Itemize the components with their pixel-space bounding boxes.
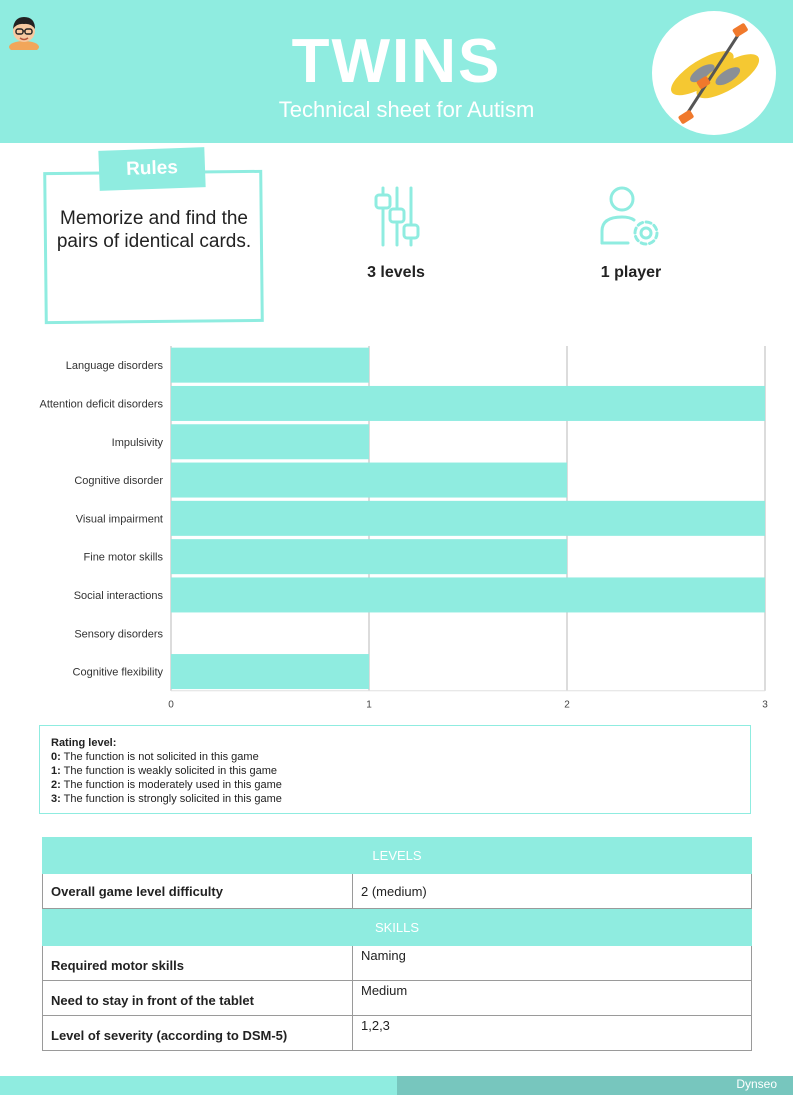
skill-value: Naming [361,948,406,963]
skill-value: 1,2,3 [361,1018,390,1033]
category-label: Sensory disorders [74,628,163,641]
header-banner [0,0,793,143]
rules-tab [98,147,205,191]
kayak-icon [652,11,776,135]
category-label: Social interactions [73,589,163,602]
feature-players-label: 1 player [600,264,662,281]
table-row [42,874,752,909]
legend-heading: Rating level: [51,737,117,749]
game-badge [652,11,776,135]
sliders-icon [366,183,426,249]
feature-players [584,183,678,282]
category-label: Visual impairment [75,513,163,526]
legend-item: 0: The function is not solicited in this game [51,751,259,763]
brand-logo: Dynseo [736,1077,777,1091]
skills-bar-chart [0,338,793,708]
skill-label: Level of severity (according to DSM-5) [43,1016,353,1050]
skill-label: Required motor skills [43,946,353,980]
category-label: Fine motor skills [83,551,163,564]
legend-item: 3: The function is strongly solicited in this game [51,793,282,805]
feature-levels-label: 3 levels [367,264,425,281]
bar [171,424,369,459]
difficulty-label: Overall game level difficulty [43,874,353,908]
table-row [42,946,752,981]
bar [171,386,765,421]
rules-text: Memorize and find the pairs of identical cards. [56,208,252,252]
rating-legend [39,725,751,814]
x-tick-label: 3 [762,699,768,708]
rules-tab-label: Rules [125,157,179,180]
legend-item: 1: The function is weakly solicited in this game [51,765,278,777]
legend-item: 2: The function is moderately used in this game [51,779,282,791]
table-row [42,981,752,1016]
page-subtitle: Technical sheet for Autism [278,97,535,122]
footer-bar-right [397,1076,793,1095]
bar [171,654,369,689]
skill-value: Medium [361,983,408,998]
category-label: Language disorders [65,360,163,373]
category-label: Impulsivity [111,436,163,449]
table-row [42,1016,752,1051]
x-tick-label: 0 [168,699,174,708]
bar [171,463,567,498]
footer-bar-left [0,1076,397,1095]
bar [171,577,765,612]
x-tick-label: 2 [564,699,570,708]
bar [171,539,567,574]
difficulty-value: 2 (medium) [361,883,427,899]
feature-levels [347,183,445,282]
x-tick-label: 1 [366,699,372,708]
bar [171,348,369,383]
info-table [42,837,752,1051]
skills-header: SKILLS [42,909,752,946]
levels-header: LEVELS [42,837,752,874]
category-label: Cognitive disorder [74,475,163,488]
bar [171,501,765,536]
user-gear-icon [598,183,664,249]
page-title: TWINS [291,27,502,96]
skill-label: Need to stay in front of the tablet [43,981,353,1015]
category-label: Cognitive flexibility [72,666,163,679]
category-label: Attention deficit disorders [39,398,163,411]
